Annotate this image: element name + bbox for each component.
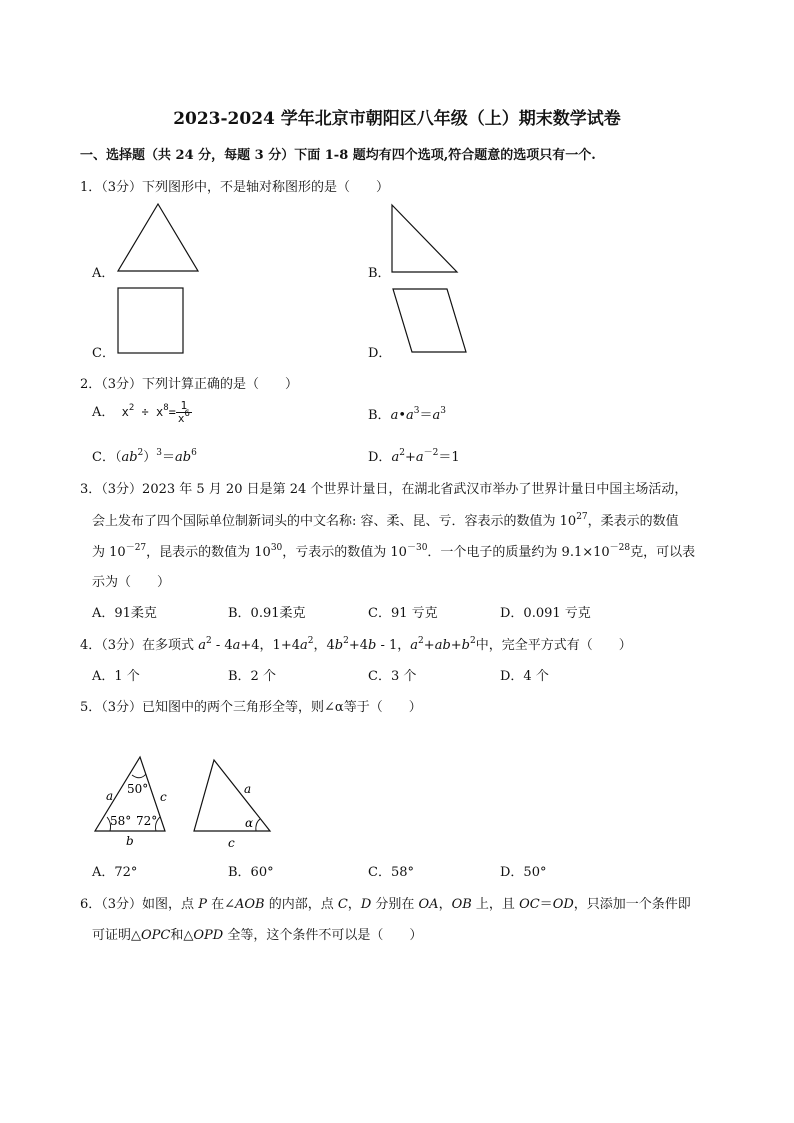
tri2-side-c-label: c: [228, 836, 235, 850]
q5-option-d: D．50°: [500, 865, 547, 880]
q4-option-a: A．1 个: [92, 669, 140, 684]
q1-right-triangle: [391, 204, 461, 274]
question-4-stem: 4．（3分）在多项式 $a^2 - 4a+4$，$1+4a^2$，$4b^2+4b - 1$，$a^2+ab+b^2$中，完全平方式有（ ）: [80, 636, 632, 653]
question-6-line-2: 可证明△OPC和△OPD 全等，这个条件不可以是（ ）: [92, 928, 423, 943]
tri2-angle-alpha-label: α: [245, 816, 254, 830]
q4-option-d: D．4 个: [500, 669, 549, 684]
q1-option-a-label: A．: [92, 266, 115, 281]
q2-option-a: A． $x^2 \div x^8=$ $\frac{1}{x^6}$: [92, 399, 190, 425]
q4-option-b: B．2 个: [228, 669, 276, 684]
question-3-line-1: 3．（3分）2023 年 5 月 20 日是第 24 个世界计量日，在湖北省武汉市举办了世界计量日中国主场活动，: [80, 482, 688, 497]
q5-triangle-1: [95, 757, 167, 848]
q3-option-c: C．91 亏克: [368, 606, 438, 621]
q2-option-d: D．$a^2+a^{-2}=1$: [368, 448, 460, 465]
tri1-side-b-label: b: [126, 834, 134, 848]
tri1-side-c-label: c: [160, 790, 167, 804]
q1-option-d-label: D．: [368, 346, 392, 361]
tri1-angle-right-label: 72°: [136, 814, 158, 828]
question-5-stem: 5．（3分）已知图中的两个三角形全等，则∠α等于（ ）: [80, 700, 422, 715]
question-2-stem: 2．（3分）下列计算正确的是（ ）: [80, 377, 299, 392]
tri1-angle-top-label: 50°: [127, 782, 149, 796]
tri2-side-a-label: a: [244, 782, 252, 796]
page-title: 2023-2024 学年北京市朝阳区八年级（上）期末数学试卷: [173, 109, 621, 129]
tri1-side-a-label: a: [106, 789, 114, 803]
q1-option-b-label: B．: [368, 266, 391, 281]
section-header: 一、选择题（共 24 分，每题 3 分）下面 1-8 题均有四个选项,符合题意的选项只有一个.: [80, 148, 596, 163]
question-3-line-2: 会上发布了四个国际单位制新词头的中文名称: 容、柔、昆、亏．容表示的数值为 $10^{27}$，柔表示的数值: [92, 512, 679, 529]
q5-option-b: B．60°: [228, 865, 274, 880]
q5-option-a: A．72°: [92, 865, 138, 880]
q3-option-b: B．0.91柔克: [228, 606, 306, 621]
q1-equilateral-triangle: [117, 203, 201, 273]
question-6-line-1: 6．（3分）如图，点 P 在∠AOB 的内部，点 C，D 分别在 OA，OB 上，且 OC＝OD，只添加一个条件即: [80, 897, 691, 912]
question-3-line-3: 为 $10^{-27}$，昆表示的数值为 $10^{30}$，亏表示的数值为 $10^{-30}$．一个电子的质量约为 $9.1\times 10^{-28}$克，可以表: [92, 543, 696, 560]
q3-option-d: D．0.091 亏克: [500, 606, 591, 621]
question-3-line-4: 示为（ ）: [92, 575, 171, 590]
q5-triangle-2: [194, 760, 270, 850]
q4-option-c: C．3 个: [368, 669, 417, 684]
q1-option-c-label: C．: [92, 346, 115, 361]
q2-option-c: C．$(ab^2)^3=ab^6$: [92, 448, 197, 465]
q1-square: [117, 287, 185, 355]
q5-option-c: C．58°: [368, 865, 414, 880]
q1-parallelogram: [392, 288, 468, 354]
q5-triangle-figures: [90, 755, 280, 850]
q2-option-b: B．$a•a^3=a^3$: [368, 406, 447, 423]
question-1-stem: 1．（3分）下列图形中，不是轴对称图形的是（ ）: [80, 180, 390, 195]
tri1-angle-left-label: 58°: [110, 814, 132, 828]
fraction: $\frac{1}{x^6}$: [177, 399, 190, 425]
q3-option-a: A．91柔克: [92, 606, 157, 621]
